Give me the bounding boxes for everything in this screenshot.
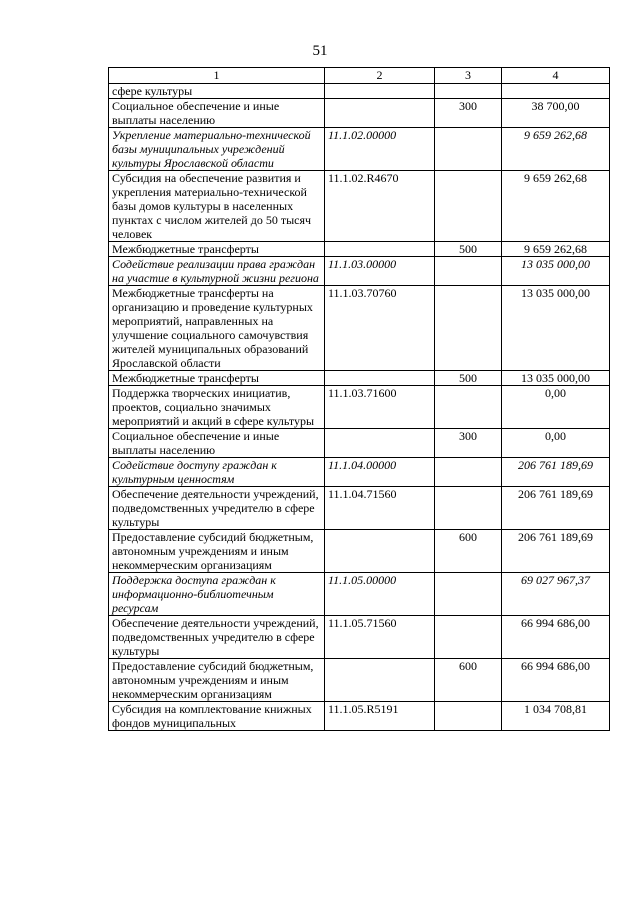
target-code-cell — [325, 530, 435, 573]
amount-cell — [502, 84, 610, 99]
column-header-3: 3 — [435, 68, 502, 84]
amount-cell: 206 761 189,69 — [502, 458, 610, 487]
amount-cell: 69 027 967,37 — [502, 573, 610, 616]
amount-cell: 0,00 — [502, 429, 610, 458]
expense-type-cell — [435, 171, 502, 242]
table-row — [109, 573, 610, 616]
target-code-cell: 11.1.02.R4670 — [325, 171, 435, 242]
table-row — [109, 659, 610, 702]
table-row — [109, 458, 610, 487]
table-row — [109, 386, 610, 429]
target-code-cell: 11.1.03.71600 — [325, 386, 435, 429]
item-name-cell: Субсидия на обеспечение развития и укрепления материально-технической базы домов культуры в населенных пунктах с числом жителей до 50 тысяч человек — [109, 171, 325, 242]
table-row — [109, 99, 610, 128]
target-code-cell — [325, 429, 435, 458]
table-row — [109, 286, 610, 371]
item-name-cell: Поддержка доступа граждан к информационно-библиотечным ресурсам — [109, 573, 325, 616]
item-name-cell: Укрепление материально-технической базы муниципальных учреждений культуры Ярославской области — [109, 128, 325, 171]
expense-type-cell — [435, 573, 502, 616]
expense-type-cell — [435, 616, 502, 659]
item-name-cell: Межбюджетные трансферты — [109, 242, 325, 257]
item-name-cell: Социальное обеспечение и иные выплаты населению — [109, 429, 325, 458]
amount-cell: 13 035 000,00 — [502, 257, 610, 286]
expense-type-cell — [435, 128, 502, 171]
column-header-4: 4 — [502, 68, 610, 84]
table-body — [109, 84, 610, 731]
column-header-2: 2 — [325, 68, 435, 84]
item-name-cell: Обеспечение деятельности учреждений, подведомственных учредителю в сфере культуры — [109, 616, 325, 659]
expense-type-cell — [435, 702, 502, 731]
item-name-cell: Межбюджетные трансферты на организацию и проведение культурных мероприятий, направленных на улучшение социального самочувствия жителей муниципальных образований Ярославской области — [109, 286, 325, 371]
expense-type-cell: 500 — [435, 371, 502, 386]
expense-type-cell: 600 — [435, 659, 502, 702]
item-name-cell: Содействие реализации права граждан на участие в культурной жизни региона — [109, 257, 325, 286]
table-header-row — [109, 68, 610, 84]
amount-cell: 0,00 — [502, 386, 610, 429]
item-name-cell: Субсидия на комплектование книжных фондов муниципальных — [109, 702, 325, 731]
table-row — [109, 371, 610, 386]
table-row — [109, 616, 610, 659]
target-code-cell — [325, 371, 435, 386]
amount-cell: 13 035 000,00 — [502, 286, 610, 371]
page-number: 51 — [312, 43, 328, 59]
target-code-cell: 11.1.03.00000 — [325, 257, 435, 286]
target-code-cell — [325, 84, 435, 99]
target-code-cell: 11.1.04.71560 — [325, 487, 435, 530]
table-row — [109, 257, 610, 286]
table-row — [109, 702, 610, 731]
expense-type-cell — [435, 257, 502, 286]
table-row — [109, 487, 610, 530]
target-code-cell: 11.1.04.00000 — [325, 458, 435, 487]
amount-cell: 13 035 000,00 — [502, 371, 610, 386]
item-name-cell: Предоставление субсидий бюджетным, автономным учреждениям и иным некоммерческим организациям — [109, 530, 325, 573]
amount-cell: 206 761 189,69 — [502, 487, 610, 530]
amount-cell: 206 761 189,69 — [502, 530, 610, 573]
item-name-cell: Поддержка творческих инициатив, проектов, социально значимых мероприятий и акций в сфере культуры — [109, 386, 325, 429]
target-code-cell: 11.1.03.70760 — [325, 286, 435, 371]
expense-type-cell — [435, 286, 502, 371]
expense-type-cell: 600 — [435, 530, 502, 573]
expense-type-cell — [435, 386, 502, 429]
expense-type-cell: 300 — [435, 99, 502, 128]
amount-cell: 66 994 686,00 — [502, 659, 610, 702]
table-row — [109, 242, 610, 257]
column-header-1: 1 — [109, 68, 325, 84]
target-code-cell: 11.1.02.00000 — [325, 128, 435, 171]
table-row — [109, 128, 610, 171]
amount-cell: 1 034 708,81 — [502, 702, 610, 731]
item-name-cell: Социальное обеспечение и иные выплаты населению — [109, 99, 325, 128]
amount-cell: 9 659 262,68 — [502, 128, 610, 171]
amount-cell: 9 659 262,68 — [502, 242, 610, 257]
amount-cell: 9 659 262,68 — [502, 171, 610, 242]
expense-type-cell — [435, 487, 502, 530]
item-name-cell: Межбюджетные трансферты — [109, 371, 325, 386]
target-code-cell — [325, 242, 435, 257]
item-name-cell: Обеспечение деятельности учреждений, подведомственных учредителю в сфере культуры — [109, 487, 325, 530]
target-code-cell: 11.1.05.R5191 — [325, 702, 435, 731]
target-code-cell: 11.1.05.71560 — [325, 616, 435, 659]
item-name-cell: сфере культуры — [109, 84, 325, 99]
expense-type-cell — [435, 84, 502, 99]
table-row — [109, 429, 610, 458]
amount-cell: 66 994 686,00 — [502, 616, 610, 659]
table-row — [109, 171, 610, 242]
target-code-cell — [325, 99, 435, 128]
target-code-cell: 11.1.05.00000 — [325, 573, 435, 616]
amount-cell: 38 700,00 — [502, 99, 610, 128]
expense-type-cell — [435, 458, 502, 487]
item-name-cell: Содействие доступу граждан к культурным ценностям — [109, 458, 325, 487]
budget-table — [108, 67, 610, 731]
target-code-cell — [325, 659, 435, 702]
expense-type-cell: 300 — [435, 429, 502, 458]
table-row — [109, 84, 610, 99]
item-name-cell: Предоставление субсидий бюджетным, автономным учреждениям и иным некоммерческим организациям — [109, 659, 325, 702]
expense-type-cell: 500 — [435, 242, 502, 257]
table-row — [109, 530, 610, 573]
